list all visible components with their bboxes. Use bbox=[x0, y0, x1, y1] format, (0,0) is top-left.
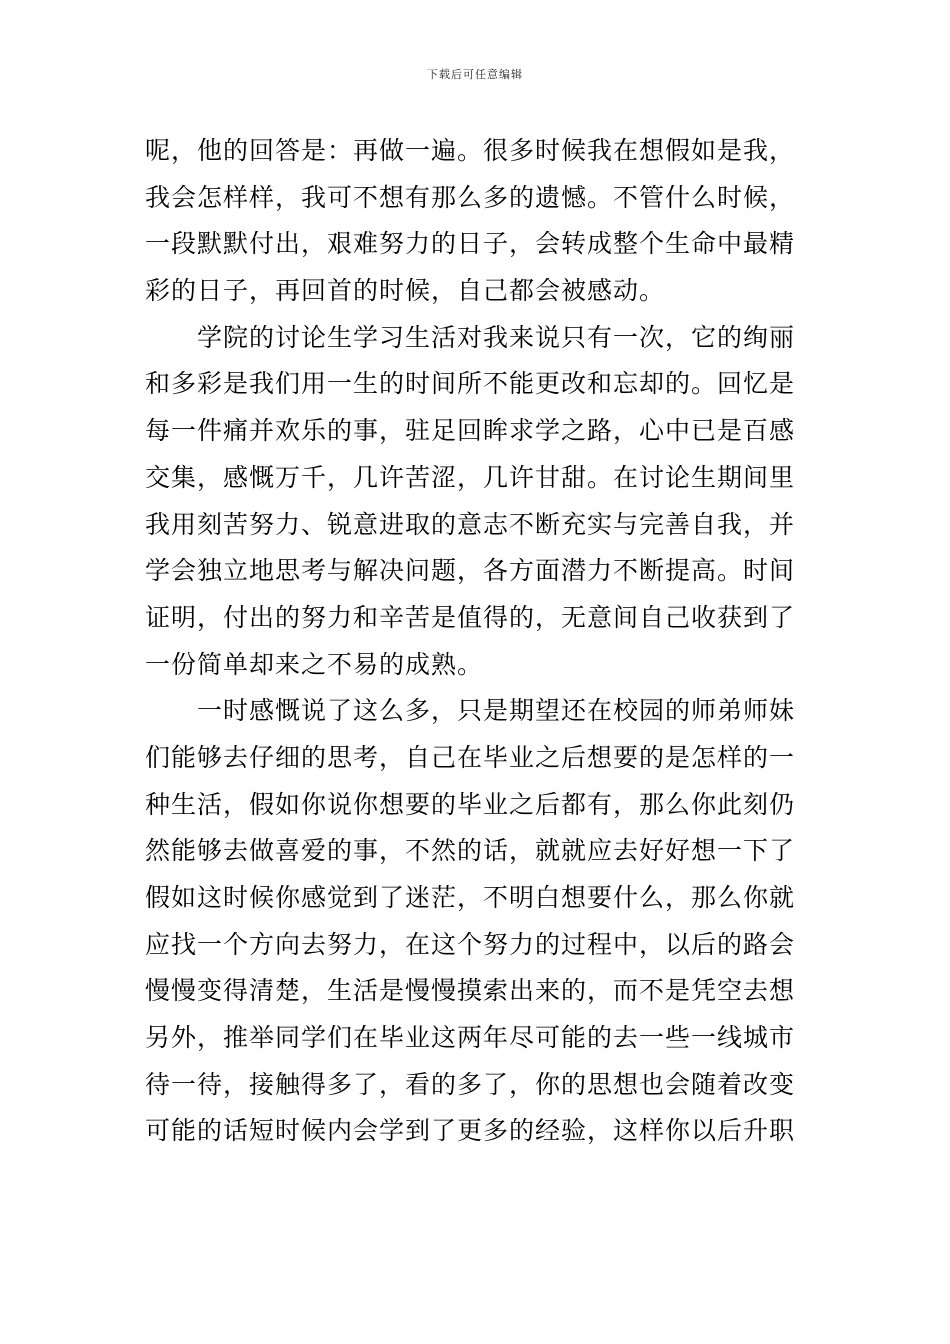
text-line: 证明，付出的努力和辛苦是值得的，无意间自己收获到了 bbox=[145, 602, 796, 632]
text-line: 每一件痛并欢乐的事，驻足回眸求学之路，心中已是百感 bbox=[145, 416, 796, 446]
text-line: 一时感慨说了这么多，只是期望还在校园的师弟师妹 bbox=[145, 696, 796, 726]
text-line: 可能的话短时候内会学到了更多的经验，这样你以后升职 bbox=[145, 1116, 796, 1146]
text-line: 彩的日子，再回首的时候，自己都会被感动。 bbox=[145, 276, 666, 306]
text-line: 应找一个方向去努力，在这个努力的过程中，以后的路会 bbox=[145, 929, 796, 959]
page-header: 下载后可任意编辑 bbox=[427, 68, 523, 81]
text-line: 和多彩是我们用一生的时间所不能更改和忘却的。回忆是 bbox=[145, 369, 796, 399]
text-line: 我会怎样样，我可不想有那么多的遗憾。不管什么时候， bbox=[145, 182, 796, 212]
text-line: 待一待，接触得多了，看的多了，你的思想也会随着改变 bbox=[145, 1069, 796, 1099]
text-line: 交集，感慨万千，几许苦涩，几许甘甜。在讨论生期间里 bbox=[145, 462, 796, 492]
text-line: 学会独立地思考与解决问题，各方面潜力不断提高。时间 bbox=[145, 556, 796, 586]
text-line: 呢，他的回答是：再做一遍。很多时候我在想假如是我， bbox=[145, 136, 796, 165]
text-line: 然能够去做喜爱的事，不然的话，就就应去好好想一下了 bbox=[145, 836, 796, 866]
text-line: 种生活，假如你说你想要的毕业之后都有，那么你此刻仍 bbox=[145, 789, 796, 819]
text-line: 慢慢变得清楚，生活是慢慢摸索出来的，而不是凭空去想 bbox=[145, 976, 796, 1006]
text-line: 们能够去仔细的思考，自己在毕业之后想要的是怎样的一 bbox=[145, 742, 796, 772]
text-line: 学院的讨论生学习生活对我来说只有一次，它的绚丽 bbox=[145, 322, 796, 352]
text-line: 另外，推举同学们在毕业这两年尽可能的去一些一线城市 bbox=[145, 1023, 796, 1053]
document-body bbox=[145, 128, 809, 1155]
text-line: 假如这时候你感觉到了迷茫，不明白想要什么，那么你就 bbox=[145, 883, 796, 912]
text-line: 一份简单却来之不易的成熟。 bbox=[145, 649, 484, 679]
text-line: 我用刻苦努力、锐意进取的意志不断充实与完善自我，并 bbox=[145, 509, 796, 539]
text-line: 一段默默付出，艰难努力的日子，会转成整个生命中最精 bbox=[145, 229, 796, 259]
